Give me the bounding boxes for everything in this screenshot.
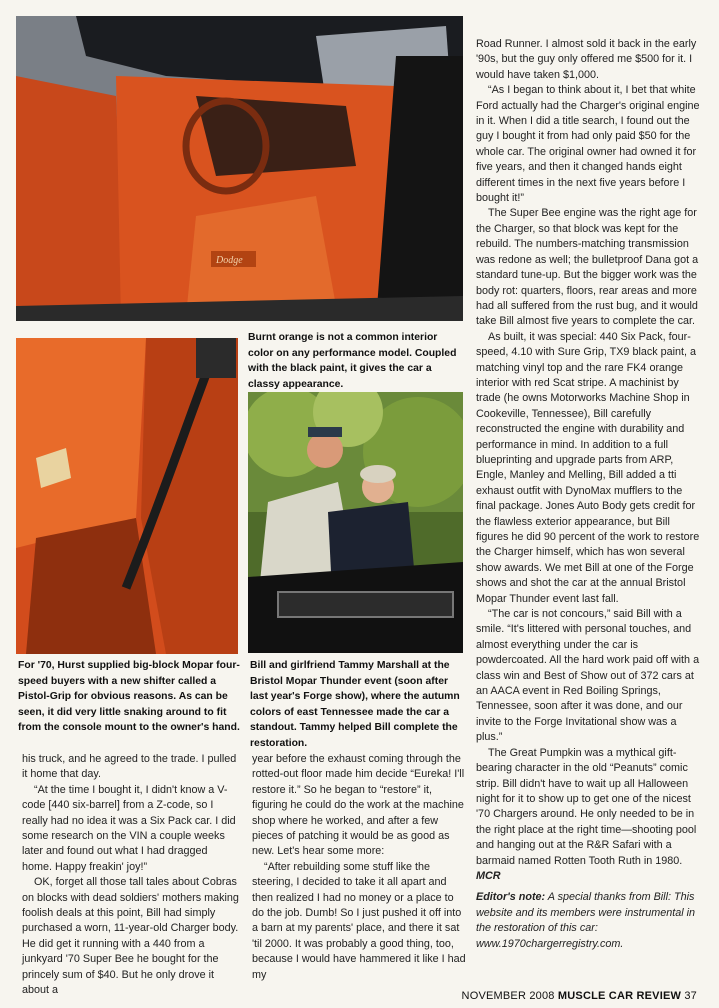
column-1-paragraph-2: “At the time I bought it, I didn't know a V-code [440 six-barrel] from a Z-code, so I really had no idea it was a Six Pack car. I did some research on the VIN a couple weeks later and found out what I had dragged home. Happy freakin' joy!”	[22, 783, 236, 873]
shifter-caption: For '70, Hurst supplied big-block Mopar four-speed buyers with a new shifter called a Pistol-Grip for obvious reasons. As can be seen, it did very little snaking around to fit from the console mount to the owner's hand.	[18, 660, 240, 734]
body-column-2	[252, 752, 466, 983]
column-1-paragraph-3: OK, forget all those tall tales about Cobras on blocks with dead soldiers' mothers making foolish deals at this point, Bill had simply purchased a worn, 11-year-old Charger body. He did get it running with a 440 from a junkyard '70 Super Bee he bought for the princely sum of $40. But he only drove it about a	[22, 876, 239, 997]
couple-caption: Bill and girlfriend Tammy Marshall at the Bristol Mopar Thunder event (soon after last year's Forge show), where the autumn colors of east Tennessee made the car a standout. Tammy helped Bill complete the restoration.	[250, 660, 460, 749]
article-signature: MCR	[476, 869, 501, 882]
column-3-paragraph-6	[476, 746, 704, 885]
column-3-paragraph-4: As built, it was special: 440 Six Pack, four-speed, 4.10 with Sure Grip, TX9 black paint, a matching vinyl top and the rare FK4 orange interior with red Scat stripe. A machinist by trade (he owns Motorworks Machine Shop in Cookeville, Tennessee), Bill carefully reconstructed the engine with durability and performance in mind. In addition to a full blueprinting and upgrade parts from ARP, Engle, Manley and Melling, Bill added a tti exhaust outfit with DynoMax mufflers to the final package. Jones Auto Body gets credit for the flawless exterior appearance, but Bill figures he did 90 percent of the work to restore the Charger himself, which has won several show awards. We met Bill at one of the Forge shows and shot the car at the annual Bristol Mopar Thunder event last fall.	[476, 330, 700, 605]
footer-magazine: MUSCLE CAR REVIEW	[557, 990, 682, 1002]
couple-photo-graphic	[248, 392, 463, 653]
interior-caption: Burnt orange is not a common interior color on any performance model. Coupled with the black paint, it gives the car a classy appearance.	[248, 332, 457, 390]
column-3-paragraph-6-text: The Great Pumpkin was a mythical gift-bearing character in the old “Peanuts” comic strip. Bill didn't have to wait up all Halloween night for it to show up to get one of the nicest '70 Chargers around. He only needed to be in the right place at the right time—shooting pool and hanging out at the R&R Safari with a barmaid named Rotten Tooth Ruth in 1980.	[476, 746, 697, 867]
shifter-photo	[16, 338, 238, 654]
body-column-3	[476, 37, 704, 952]
seat-emblem-text: Dodge	[216, 255, 243, 266]
column-2-paragraph-2: “After rebuilding some stuff like the steering, I decided to take it all apart and then realized I had no money or a place to do the job. Dumb! So I just pushed it off into a barn at my parents' place, and there it sat 'til 2000. It was probably a good thing, too, because I would have hammered it like I had my	[252, 860, 466, 981]
page-footer	[462, 990, 697, 1002]
column-2-paragraph-1: year before the exhaust coming through the rotted-out floor made him decide “Eureka! I'll restore it.” So he began to “restore” it, figuring he could do the work at the machine shop where he worked, and after a few pieces of patching it would be as good as new. Let's hear some more:	[252, 753, 465, 858]
column-3-paragraph-3: The Super Bee engine was the right age for the Charger, so that block was kept for the rebuild. The numbers-matching transmission was redone as well; the bulletproof Dana got a standard tune-up. But the bigger work was the body rot: quarters, floors, rear areas and more had all suffered from the rust bug, and it would take Bill almost five years to complete the car.	[476, 207, 699, 328]
column-3-paragraph-5: “The car is not concours,” said Bill with a smile. “It's littered with personal touches, and almost everything under the car is powdercoated. All the hard work paid off with a class win and Best of Show out of 372 cars at an AACA event in Red Boiling Springs, Tennessee, soon after it was done, and our invite to the Forge Invitational show was a plus.”	[476, 608, 700, 744]
column-3-paragraph-2: “As I began to think about it, I bet that white Ford actually had the Charger's original engine in it. When I did a title search, I found out the guy I bought it from had only paid $50 for the whole car. The original owner had owned it for five years, and then it changed hands eight different times in the next five years before I bought it!”	[476, 84, 700, 205]
body-column-1	[22, 752, 240, 999]
column-3-paragraph-1: Road Runner. I almost sold it back in the early '90s, but the guy only offered me $500 for it. I would have taken $1,000.	[476, 38, 697, 81]
editors-note	[476, 890, 704, 952]
couple-photo	[248, 392, 463, 653]
column-1-paragraph-1: his truck, and he agreed to the trade. I pulled it home that day.	[22, 753, 237, 781]
footer-date: NOVEMBER 2008	[461, 990, 555, 1002]
shifter-photo-graphic	[16, 338, 238, 654]
footer-page-number: 37	[684, 990, 697, 1002]
editors-note-label: Editor's note:	[476, 891, 546, 904]
editors-note-text: A special thanks from Bill: This website and its members were instrumental in the restoration of this car: www.1970chargerregistry.com.	[476, 891, 696, 950]
interior-photo	[16, 16, 463, 321]
interior-photo-graphic	[16, 16, 463, 321]
